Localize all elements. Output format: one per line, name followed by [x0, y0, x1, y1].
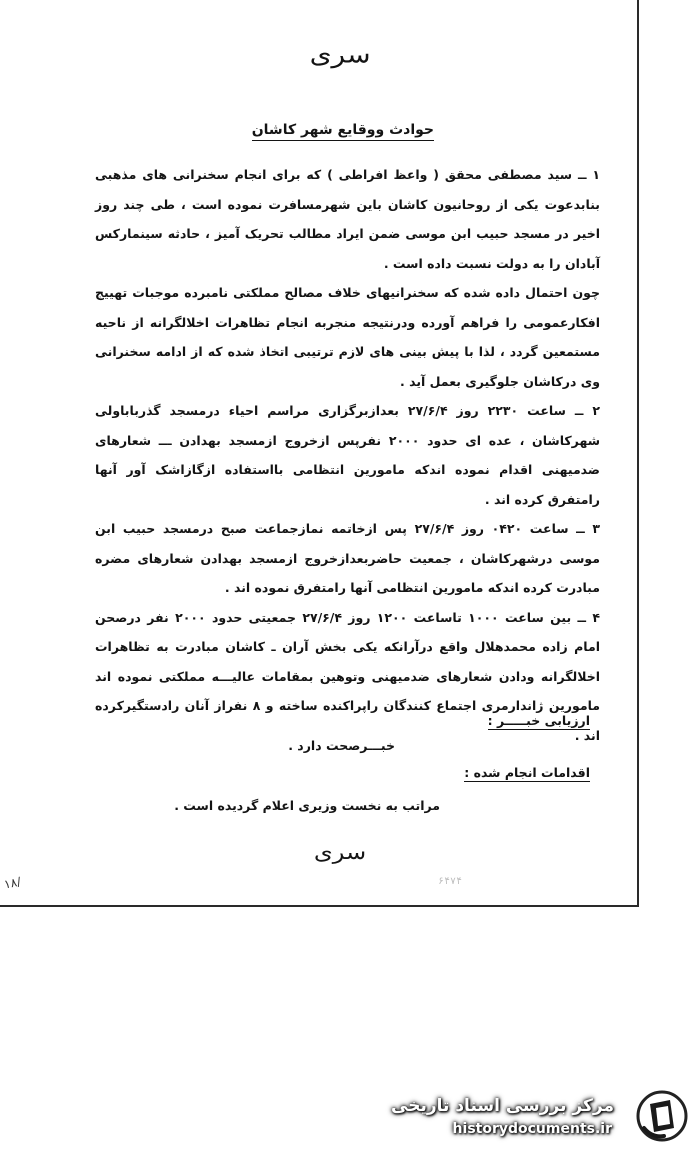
actions-heading: اقدامات انجام شده :	[464, 765, 590, 780]
paragraph-2: ۲ ــ ساعت ۲۲۳۰ روز ۲۷/۶/۴ بعدازبرگزاری مراسم احیاء درمسجد گذرباباولی شهرکاشان ، عده ای حدود ۲۰۰۰ نفرپس ازخروج ازمسجد بهدادن ـــ شعارهای ضدمیهنی اقدام نموده اندکه مامورین انتظامی بااستفاده ازگازاشک آور آنها رامتفرق کرده اند .	[95, 403, 600, 507]
margin-handwritten-note: ۱۸/	[2, 874, 23, 892]
classification-header: سری	[309, 40, 371, 69]
assessment-text: خبـــرصحت دارد .	[288, 738, 395, 753]
paragraph-3: ۳ ــ ساعت ۰۴۲۰ روز ۲۷/۶/۴ پس ازخاتمه نمازجماعت صبح درمسجد حبیب ابن موسی درشهرکاشان ، جمعیت حاضربعدازخروج ازمسجد بهدادن شعارهای مضره مبادرت کرده اندکه مامورین انتظامی آنها رامتفرق نموده اند .	[95, 521, 600, 595]
document-body	[95, 160, 600, 750]
paragraph-1: ۱ ــ سید مصطفی محقق ( واعظ افراطی ) که برای انجام سخنرانی های مذهبی بنابدعوت یکی از روحانیون کاشان باین شهرمسافرت نموده است ، طی چند روز اخیر در مسجد حبیب ابن موسی ضمن ایراد مطالب تحریک آمیز ، حادثه سینمارکس آبادان را به دولت نسبت داده است .	[95, 167, 600, 271]
watermark-url: historydocuments.ir	[452, 1121, 612, 1137]
watermark-name: مرکز بررسی اسناد تاریخی	[391, 1096, 614, 1116]
paragraph-1-continued: چون احتمال داده شده که سخنرانیهای خلاف مصالح مملکتی نامبرده موجبات تهییج افکارعمومی را فراهم آورده ودرنتیجه منجربه انجام تظاهرات اخلالگرانه از ناحیه مستمعین گردد ، لذا با پیش بینی های لازم ترتیبی اتخاذ شده که از ادامه سخنرانی وی درکاشان جلوگیری بعمل آید .	[95, 285, 600, 389]
document-title: حوادث ووقایع شهر کاشان	[252, 122, 434, 141]
paragraph-4: ۴ ــ بین ساعت ۱۰۰۰ تاساعت ۱۲۰۰ روز ۲۷/۶/۴ جمعیتی حدود ۲۰۰۰ نفر درصحن امام زاده محمدهلال واقع درآرانکه یکی بخش آران ـ کاشان مبادرت به تظاهرات اخلالگرانه ودادن شعارهای ضدمیهنی وتوهین بمقامات عالیـــه مملکتی نموده اند مامورین ژاندارمری اجتماع کنندگان راپراکنده ساخته و ۸ نفراز آنان رادستگیرکرده اند .	[95, 609, 601, 743]
watermark	[391, 1088, 692, 1144]
scan-page-edge-right	[637, 0, 639, 905]
actions-text: مراتب به نخست وزیری اعلام گردیده است .	[174, 798, 440, 813]
faded-stamp-number: ۶۴۷۴	[438, 876, 463, 887]
classification-footer: سری	[313, 840, 367, 864]
assessment-heading: ارزیابی خبـــــر :	[487, 713, 590, 728]
archive-seal-icon	[634, 1088, 690, 1144]
scan-page-edge-bottom	[0, 905, 639, 907]
document-page	[60, 20, 620, 890]
